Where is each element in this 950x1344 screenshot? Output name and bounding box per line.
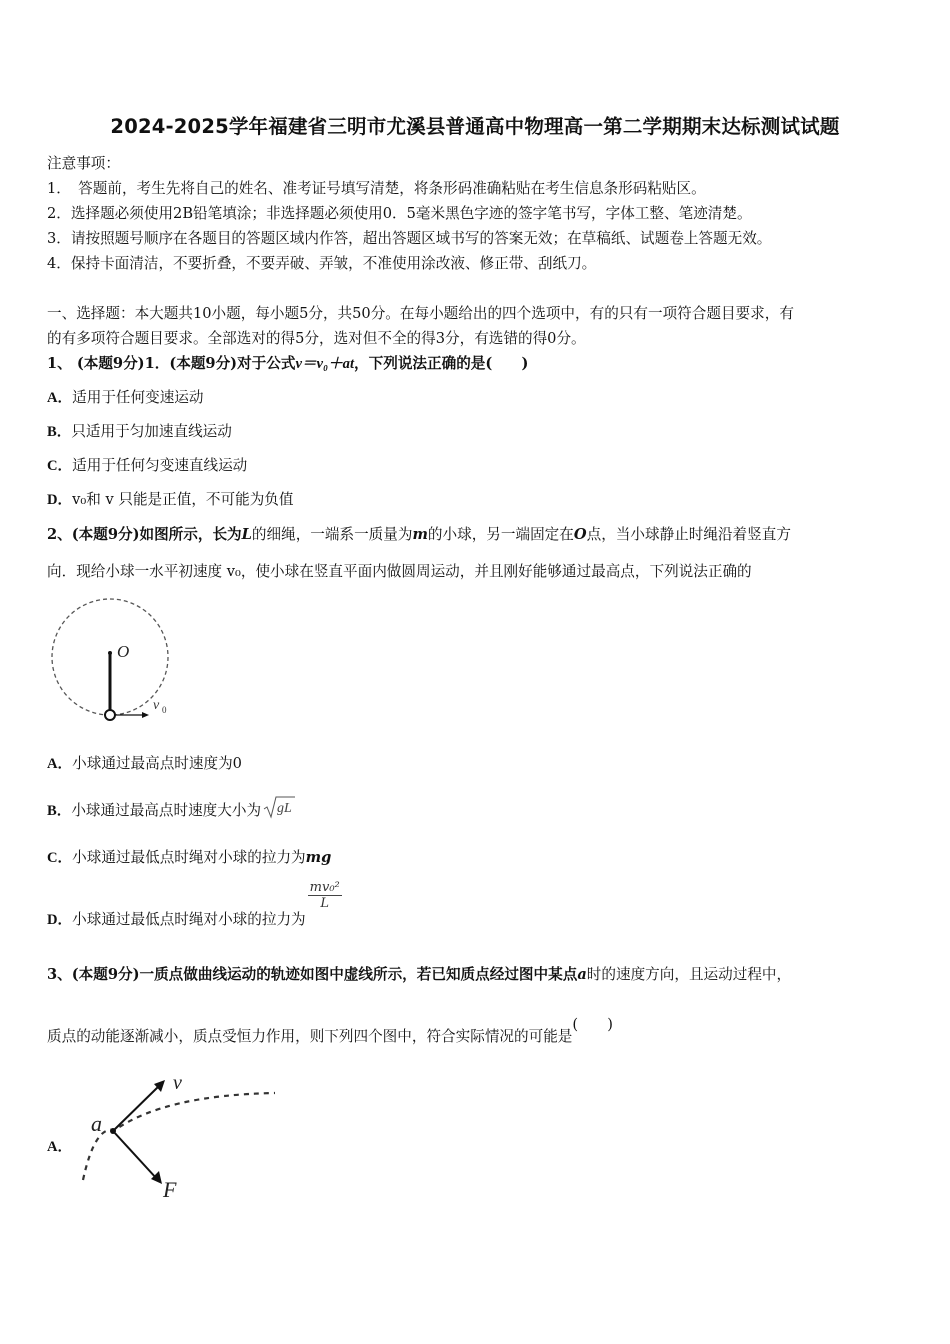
q2-option-b-sqrt — [263, 795, 295, 819]
q1-option-c[interactable] — [47, 454, 247, 475]
q1-stem — [47, 352, 528, 373]
q1-option-c-text: 适用于任何匀变速直线运动 — [72, 457, 248, 474]
q3-option-a-letter: A． — [47, 1139, 73, 1155]
sqrt-sign-icon — [263, 795, 295, 819]
q3-option-a-figure — [75, 1065, 285, 1205]
q1-option-a[interactable] — [47, 386, 204, 407]
q2-circle-figure — [45, 595, 185, 725]
q3-line2: 质点的动能逐渐减小，质点受恒力作用，则下列四个图中，符合实际情况的可能是 — [47, 1028, 573, 1045]
q1-option-a-text: 适用于任何变速运动 — [72, 389, 204, 406]
section1-line1: 一、选择题：本大题共10小题，每小题5分，共50分。在每小题给出的四个选项中，有的只有一项符合题目要求，有 — [47, 305, 794, 322]
q2-option-c[interactable] — [47, 846, 331, 867]
section1-line2: 的有多项符合题目要求。全部选对的得5分，选对但不全的得3分，有选错的得0分。 — [47, 330, 586, 347]
q3-line1: 3、(本题9分)一质点做曲线运动的轨迹如图中虚线所示，若已知质点经过图中某点 — [47, 966, 578, 983]
q1-suffix: ，下列说法正确的是( ) — [354, 355, 529, 372]
q1-option-a-letter: A． — [47, 390, 73, 406]
q2-ball — [105, 710, 115, 720]
q2-option-c-letter: C． — [47, 850, 73, 866]
q3-option-a[interactable] — [47, 1135, 72, 1156]
q2-option-d-fraction — [308, 880, 342, 911]
q2-option-a[interactable] — [47, 752, 242, 773]
q2-option-d[interactable] — [47, 880, 342, 928]
q2-line1a: 2、(本题9分)如图所示，长为 — [47, 526, 242, 543]
q1-option-d[interactable] — [47, 488, 293, 509]
q2-line1b: 的细绳，一端系一质量为 — [251, 526, 413, 543]
q2-line1c: 的小球，另一端固定在 — [427, 526, 574, 543]
q2-option-c-text: 小球通过最低点时绳对小球的拉力为 — [72, 849, 306, 866]
q1-option-c-letter: C． — [47, 458, 73, 474]
q2-label-v-sub: 0 — [162, 705, 167, 715]
q2-option-d-numerator: mv₀² — [309, 880, 340, 895]
q3-label-F: F — [163, 1177, 177, 1202]
q2-option-a-letter: A． — [47, 756, 73, 772]
q2-option-a-text: 小球通过最高点时速度为0 — [72, 755, 242, 772]
q3-stem-line2 — [47, 1016, 613, 1046]
notice-item-1: 1． 答题前，考生先将自己的姓名、准考证号填写清楚，将条形码准确粘贴在考生信息条形码粘贴区。 — [47, 180, 706, 197]
q1-option-b-letter: B． — [47, 424, 72, 440]
q3-trajectory-curve — [83, 1093, 275, 1180]
q2-L: L — [241, 526, 252, 543]
q3-answer-paren: ( ) — [572, 1016, 613, 1033]
q2-option-c-expr: mg — [305, 849, 332, 866]
q2-pivot-point — [108, 651, 112, 655]
q3-force-arrow — [113, 1131, 157, 1179]
q1-option-b-text: 只适用于匀加速直线运动 — [71, 423, 232, 440]
q2-option-d-letter: D． — [47, 911, 73, 928]
q1-option-b[interactable] — [47, 420, 232, 441]
q2-m: m — [412, 526, 428, 543]
notice-item-4: 4．保持卡面清洁，不要折叠，不要弄破、弄皱，不准使用涂改液、修正带、刮纸刀。 — [47, 255, 597, 272]
q2-option-b-letter: B． — [47, 803, 72, 819]
q2-option-d-text: 小球通过最低点时绳对小球的拉力为 — [72, 910, 306, 928]
q3-velocity-arrow — [113, 1085, 160, 1131]
q2-velocity-arrowhead — [142, 712, 149, 718]
q1-formula: v＝v₀＋at — [295, 356, 355, 372]
q2-option-b-text: 小球通过最高点时速度大小为 — [71, 802, 262, 819]
q2-line1d: 点，当小球静止时绳沿着竖直方 — [586, 526, 791, 543]
q2-O: O — [573, 526, 587, 543]
q3-label-v: v — [173, 1072, 182, 1094]
q3-line1b: 时的速度方向，且运动过程中， — [586, 966, 792, 983]
q2-stem-line1 — [47, 523, 791, 544]
q3-a: a — [577, 966, 587, 983]
q1-prefix: 1、 (本题9分)1．(本题9分)对于公式 — [47, 355, 296, 372]
q2-option-d-denominator: L — [320, 896, 330, 911]
notice-heading: 注意事项： — [47, 155, 120, 172]
q2-label-v: v — [153, 698, 160, 713]
q1-option-d-text: v₀和 v 只能是正值，不可能为负值 — [72, 491, 294, 508]
notice-item-2: 2．选择题必须使用2B铅笔填涂；非选择题必须使用0．5毫米黑色字迹的签字笔书写，字体工整、笔迹清楚。 — [47, 205, 752, 222]
q2-stem-line2: 向．现给小球一水平初速度 v₀，使小球在竖直平面内做圆周运动，并且刚好能够通过最高点，下列说法正确的 — [47, 563, 752, 580]
page-title: 2024-2025学年福建省三明市尤溪县普通高中物理高一第二学期期末达标测试试题 — [110, 115, 840, 138]
q2-option-b-expr: gL — [277, 801, 292, 816]
q1-option-d-letter: D． — [47, 492, 73, 508]
q2-label-O: O — [117, 642, 130, 661]
q3-label-a: a — [91, 1111, 102, 1136]
notice-item-3: 3．请按照题号顺序在各题目的答题区域内作答，超出答题区域书写的答案无效；在草稿纸、试题卷上答题无效。 — [47, 230, 772, 247]
q2-option-b[interactable] — [47, 799, 295, 823]
q3-stem-line1 — [47, 963, 791, 984]
